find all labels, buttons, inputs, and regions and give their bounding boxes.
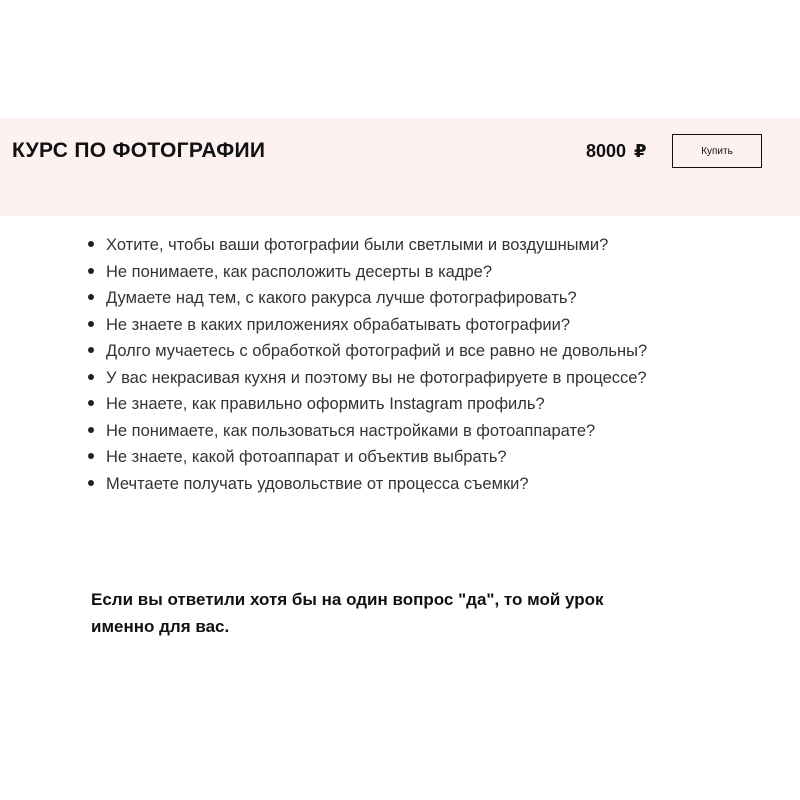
course-title: КУРС ПО ФОТОГРАФИИ	[12, 139, 266, 162]
list-item-text: Не знаете в каких приложениях обрабатывать фотографии?	[106, 315, 571, 334]
list-item	[86, 285, 666, 312]
bullet-icon	[88, 374, 94, 380]
bullet-icon	[88, 321, 94, 327]
list-item-text: У вас некрасивая кухня и поэтому вы не фотографируете в процессе?	[106, 368, 647, 387]
buy-button[interactable]: Купить	[672, 134, 762, 168]
list-item-text: Думаете над тем, с какого ракурса лучше фотографировать?	[106, 289, 577, 307]
bullet-icon	[88, 294, 94, 300]
list-item	[86, 232, 666, 259]
list-item-text: Хотите, чтобы ваши фотографии были светлыми и воздушными?	[106, 236, 609, 254]
bullet-icon	[88, 480, 94, 486]
bullet-icon	[88, 400, 94, 406]
list-item-text: Не понимаете, как пользоваться настройками в фотоаппарате?	[106, 421, 596, 440]
list-item	[86, 365, 666, 392]
list-item-text: Долго мучаетесь с обработкой фотографий и все равно не довольны?	[106, 342, 648, 360]
currency-symbol: ₽	[634, 141, 647, 161]
bullet-icon	[88, 347, 94, 353]
conclusion-text: Если вы ответили хотя бы на один вопрос "да", то мой урок именно для вас.	[91, 590, 604, 636]
bullet-icon	[88, 241, 94, 247]
list-item	[86, 259, 666, 286]
list-item	[86, 444, 666, 471]
list-item	[86, 471, 666, 498]
list-item-text: Не знаете, какой фотоаппарат и объектив выбрать?	[106, 448, 507, 466]
list-item-text: Не знаете, как правильно оформить Instagram профиль?	[106, 395, 545, 413]
list-item-text: Не понимаете, как расположить десерты в кадре?	[106, 262, 493, 281]
questions-list	[86, 232, 666, 497]
list-item	[86, 391, 666, 418]
list-item-text: Мечтаете получать удовольствие от процесса съемки?	[106, 474, 529, 493]
price	[586, 141, 647, 162]
list-item	[86, 312, 666, 339]
bullet-icon	[88, 453, 94, 459]
list-item	[86, 418, 666, 445]
list-item	[86, 338, 666, 365]
bullet-icon	[88, 268, 94, 274]
bullet-icon	[88, 427, 94, 433]
price-value: 8000	[586, 141, 627, 161]
